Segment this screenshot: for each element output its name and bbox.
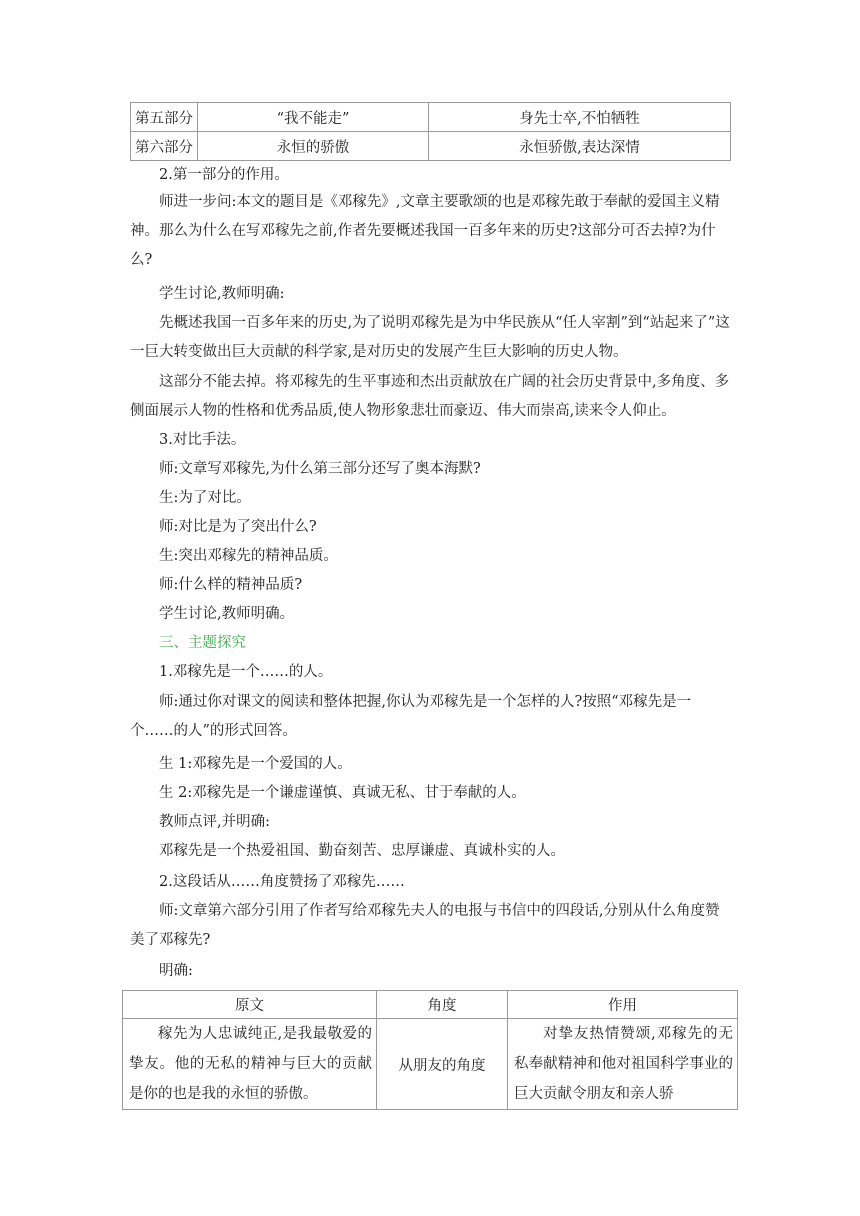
paragraph: 学生讨论,教师明确。 bbox=[159, 606, 295, 622]
paragraph: 邓稼先是一个热爱祖国、勤奋刻苦、忠厚谦虚、真诚朴实的人。 bbox=[159, 843, 565, 859]
analysis-table bbox=[122, 990, 738, 1110]
summary-cell: 永恒骄傲,表达深情 bbox=[429, 132, 731, 161]
paragraph: 明确: bbox=[159, 963, 193, 979]
effect-text: 对挚友热情赞颂,邓稼先的无私奉献精神和他对祖国科学事业的巨大贡献令朋友和亲人骄 bbox=[514, 1026, 733, 1102]
effect-cell bbox=[508, 1019, 738, 1110]
paragraph: 这部分不能去掉。将邓稼先的生平事迹和杰出贡献放在广阔的社会历史背景中,多角度、多侧面展示人物的性格和优秀品质,使人物形象悲壮而豪迈、伟大而崇高,读来令人仰止。 bbox=[130, 374, 730, 419]
paragraph: 师进一步问:本文的题目是《邓稼先》,文章主要歌颂的也是邓稼先敢于奉献的爱国主义精神。那么为什么在写邓稼先之前,作者先要概述我国一百多年来的历史?这部分可否去掉?为什么? bbox=[130, 194, 720, 268]
original-text: 稼先为人忠诚纯正,是我最敬爱的挚友。他的无私的精神与巨大的贡献是你的也是我的永恒的骄傲。 bbox=[129, 1026, 372, 1102]
table-row bbox=[123, 1019, 738, 1110]
original-cell bbox=[123, 1019, 377, 1110]
paragraph: 生:突出邓稼先的精神品质。 bbox=[159, 548, 338, 564]
paragraph: 生 1:邓稼先是一个爱国的人。 bbox=[159, 756, 352, 772]
table-header-row bbox=[123, 991, 738, 1019]
title-cell: 永恒的骄傲 bbox=[198, 132, 429, 161]
table-row bbox=[131, 103, 731, 132]
paragraph: 先概述我国一百多年来的历史,为了说明邓稼先是为中华民族从“任人宰割”到“站起来了”这一巨大转变做出巨大贡献的科学家,是对历史的发展产生巨大影响的历史人物。 bbox=[130, 315, 730, 360]
header-angle: 角度 bbox=[377, 991, 508, 1019]
paragraph: 师:文章第六部分引用了作者写给邓稼先夫人的电报与书信中的四段话,分别从什么角度赞美了邓稼先? bbox=[130, 903, 720, 948]
summary-cell: 身先士卒,不怕牺牲 bbox=[429, 103, 731, 132]
section-heading: 3.对比手法。 bbox=[159, 432, 246, 448]
section-heading: 1.邓稼先是一个……的人。 bbox=[159, 664, 333, 680]
paragraph: 师:通过你对课文的阅读和整体把握,你认为邓稼先是一个怎样的人?按照“邓稼先是一个……的人”的形式回答。 bbox=[130, 694, 692, 739]
title-cell: “我不能走” bbox=[198, 103, 429, 132]
section-heading: 2.第一部分的作用。 bbox=[159, 167, 289, 183]
paragraph: 生 2:邓稼先是一个谦虚谨慎、真诚无私、甘于奉献的人。 bbox=[159, 785, 526, 801]
header-effect: 作用 bbox=[508, 991, 738, 1019]
paragraph: 师:文章写邓稼先,为什么第三部分还写了奥本海默? bbox=[159, 461, 481, 477]
chapter-heading: 三、主题探究 bbox=[159, 635, 246, 651]
section-heading: 2.这段话从……角度赞扬了邓稼先…… bbox=[159, 874, 405, 890]
paragraph: 教师点评,并明确: bbox=[159, 814, 270, 830]
table-row bbox=[131, 132, 731, 161]
paragraph: 学生讨论,教师明确: bbox=[159, 286, 285, 302]
paragraph: 师:对比是为了突出什么? bbox=[159, 519, 317, 535]
header-original: 原文 bbox=[123, 991, 377, 1019]
part-cell: 第五部分 bbox=[131, 103, 198, 132]
structure-table bbox=[130, 102, 731, 161]
angle-cell: 从朋友的角度 bbox=[377, 1019, 508, 1110]
paragraph: 师:什么样的精神品质? bbox=[159, 577, 303, 593]
paragraph: 生:为了对比。 bbox=[159, 490, 251, 506]
part-cell: 第六部分 bbox=[131, 132, 198, 161]
